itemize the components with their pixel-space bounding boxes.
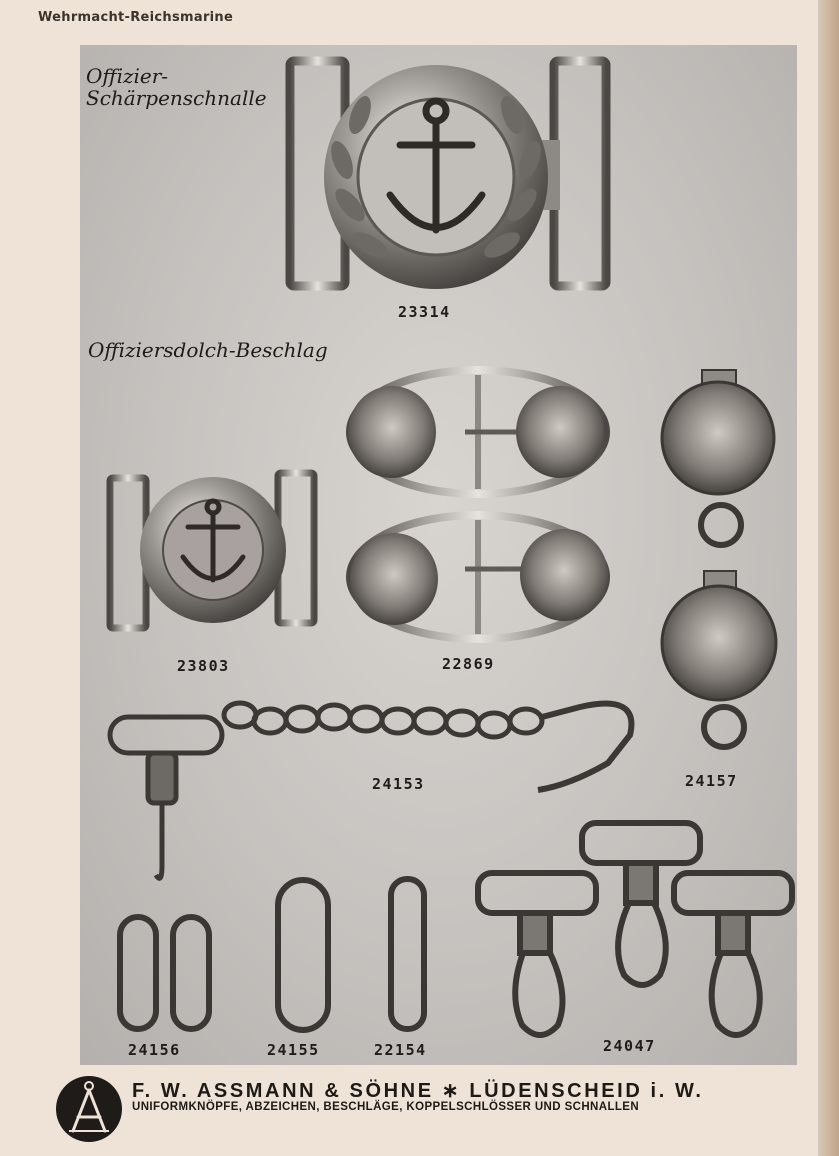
item-number-24153: 24153 — [372, 775, 425, 793]
item-number-24155: 24155 — [267, 1041, 320, 1059]
item-number-22154: 22154 — [374, 1041, 427, 1059]
lion-buckles-image — [348, 370, 608, 639]
small-buckle-image — [110, 473, 314, 628]
loops-pair-image — [120, 917, 209, 1029]
catalog-plate — [80, 45, 797, 1065]
page-header: Wehrmacht-Reichsmarine — [38, 10, 234, 25]
loop-medium-image — [278, 880, 328, 1030]
catalog-illustration — [80, 45, 797, 1065]
chain-image — [110, 703, 631, 878]
item-number-23803: 23803 — [177, 657, 230, 675]
loop-narrow-image — [391, 879, 424, 1029]
item-number-24047: 24047 — [603, 1037, 656, 1055]
page-edge — [818, 0, 839, 1156]
sash-buckle-caption-line2: Schärpenschnalle — [86, 86, 267, 110]
item-number-24157: 24157 — [685, 772, 738, 790]
dagger-fittings-caption: Offiziersdolch-Beschlag — [88, 338, 328, 362]
company-name: F. W. ASSMANN & SÖHNE ∗ LÜDENSCHEID i. W. — [132, 1080, 704, 1102]
item-number-23314: 23314 — [398, 303, 451, 321]
sash-buckle-caption-line1: Offizier- — [86, 64, 169, 88]
item-number-22869: 22869 — [442, 655, 495, 673]
snap-hooks-image — [478, 823, 792, 1035]
sash-buckle-image — [290, 61, 606, 289]
sash-buckle-caption — [86, 65, 267, 109]
item-number-24156: 24156 — [128, 1041, 181, 1059]
compass-triangle-logo-icon — [55, 1075, 123, 1143]
lion-clips-image — [662, 370, 776, 747]
product-line: UNIFORMKNÖPFE, ABZEICHEN, BESCHLÄGE, KOPPELSCHLÖSSER UND SCHNALLEN — [132, 1101, 640, 1113]
